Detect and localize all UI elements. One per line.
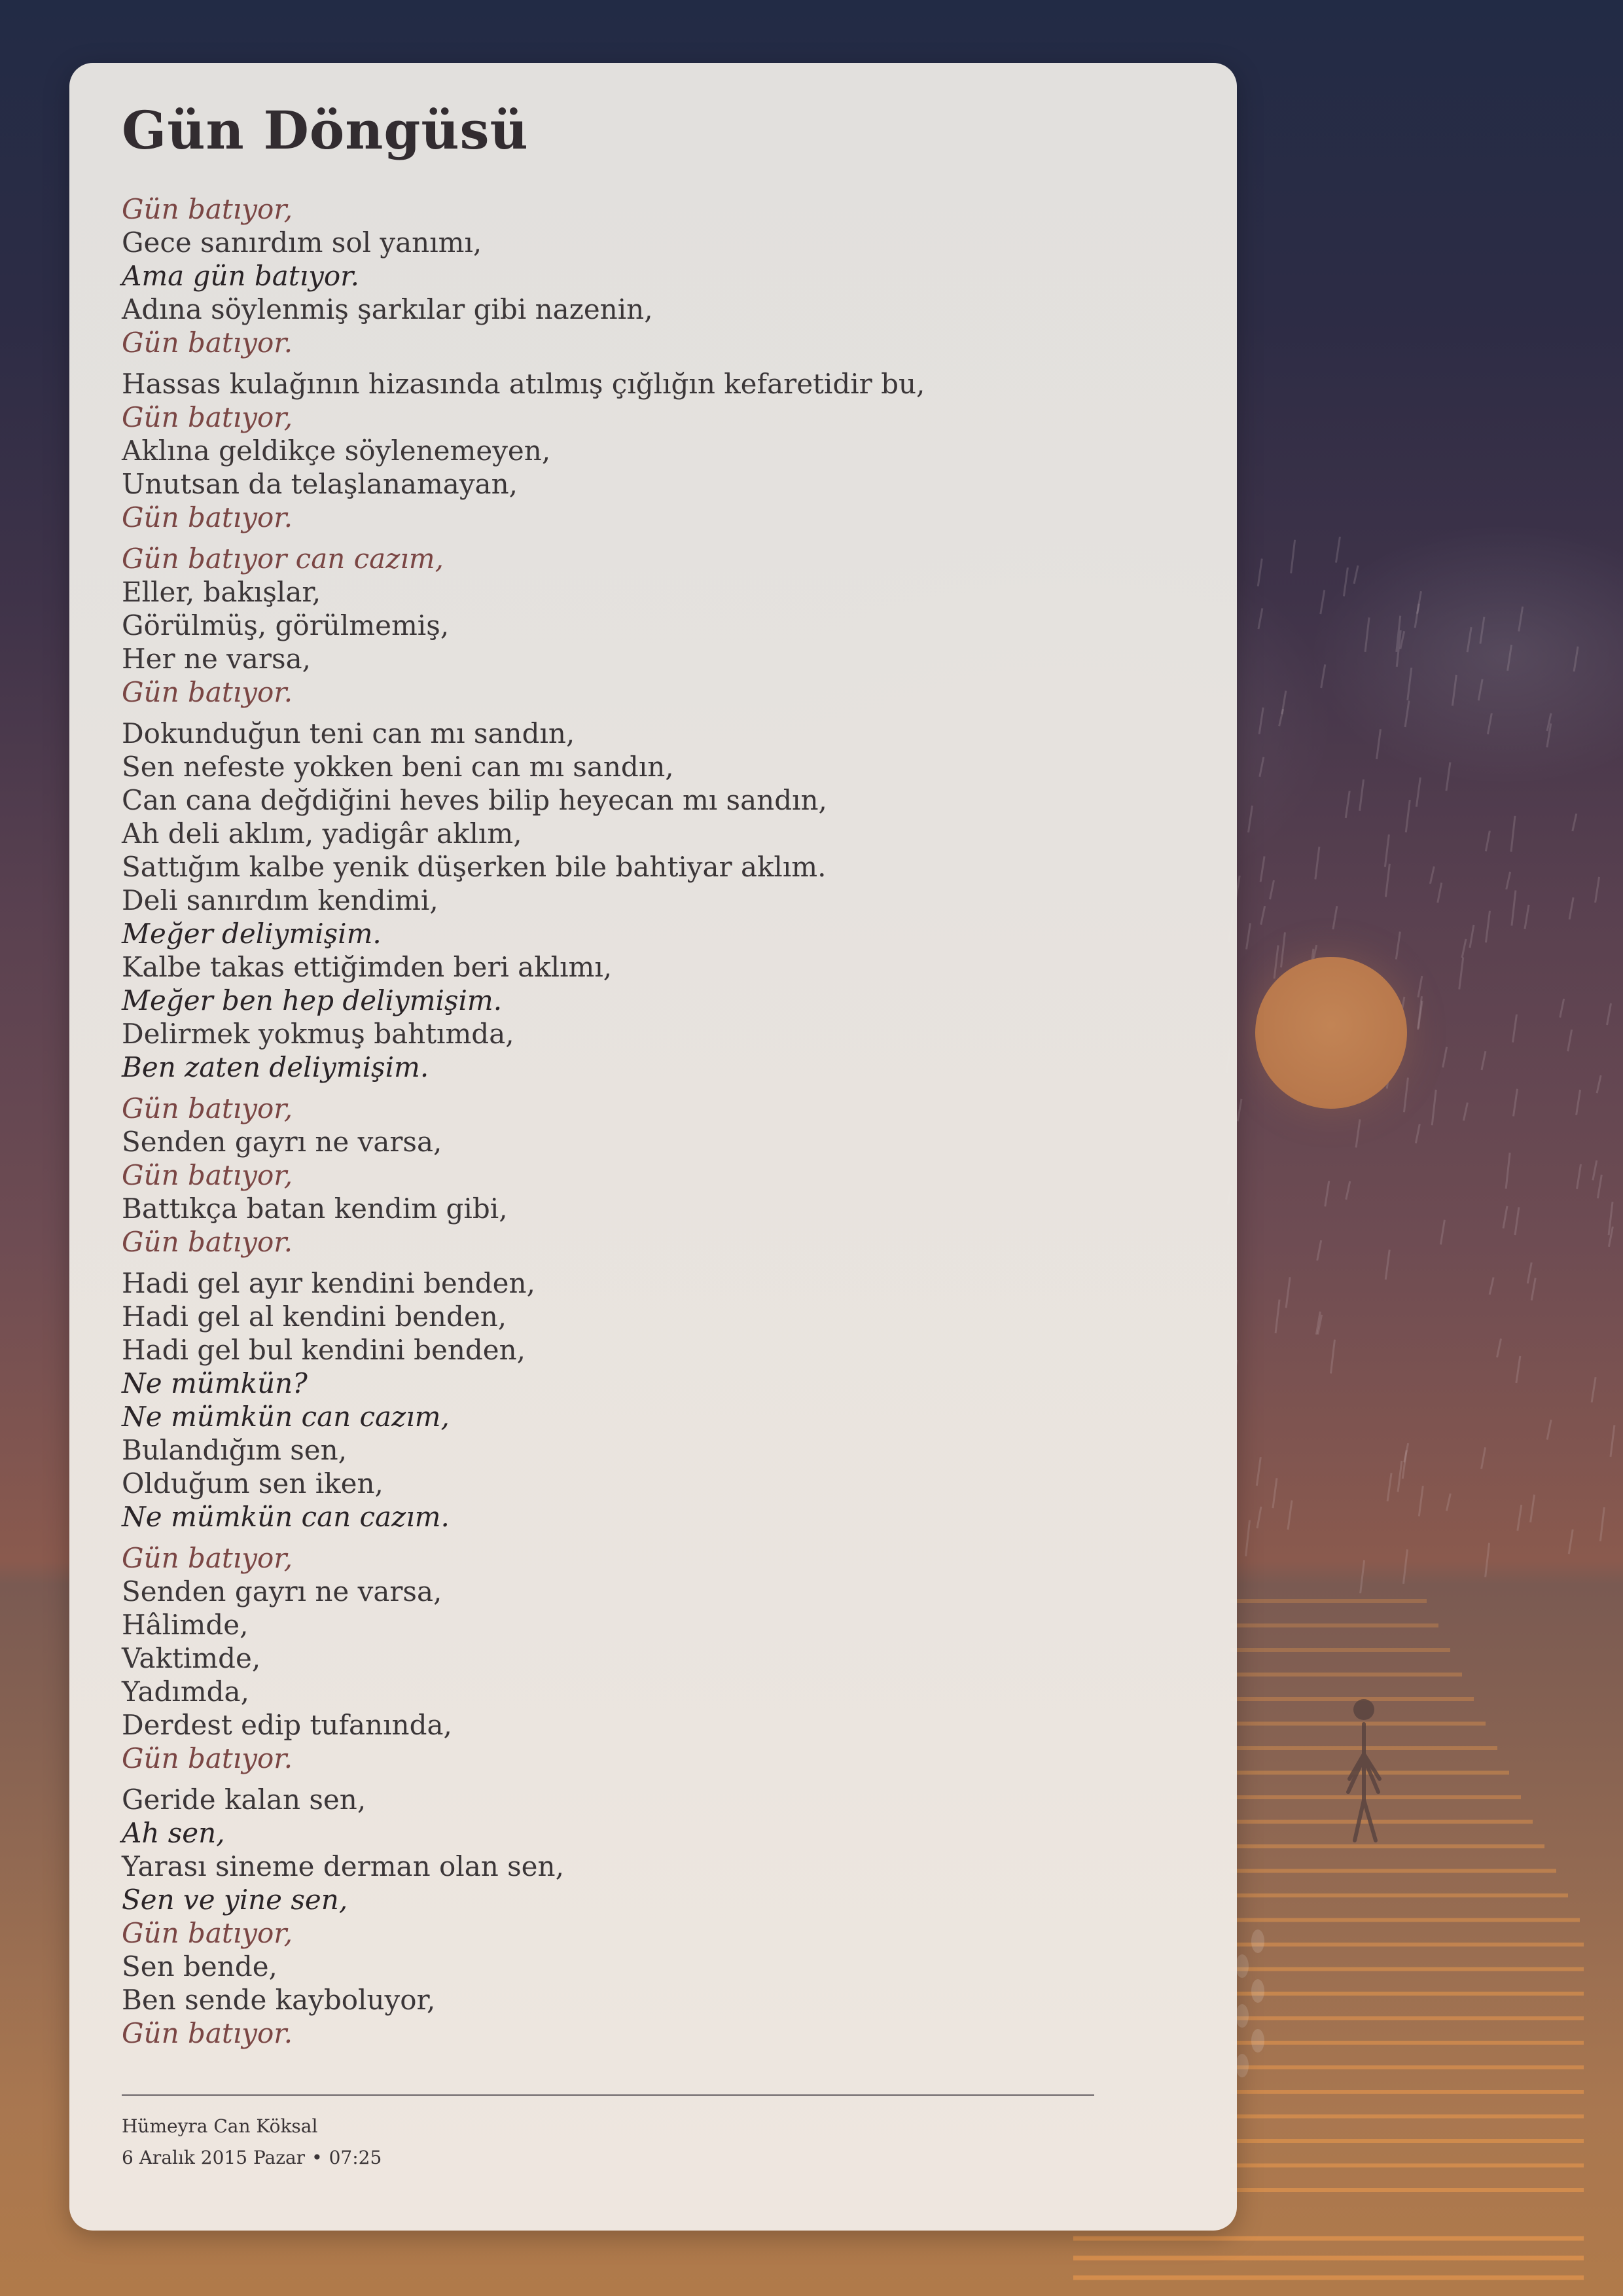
poem-line: Ben sende kayboluyor, <box>122 1984 436 2016</box>
poem-title: Gün Döngüsü <box>122 99 529 161</box>
refrain-line: Gün batıyor, <box>122 1917 293 1949</box>
poem-line: Ah sen, <box>122 1817 225 1849</box>
footprints <box>1236 1929 1264 2077</box>
poem-line: Hadi gel ayır kendini benden, <box>122 1267 535 1299</box>
refrain-line: Gün batıyor can cazım, <box>122 543 444 575</box>
poem-line: Ne mümkün can cazım, <box>122 1401 450 1433</box>
poem-line: Hadi gel al kendini benden, <box>122 1300 507 1333</box>
poem-line: Ama gün batıyor. <box>122 260 359 292</box>
poem-line: Olduğum sen iken, <box>122 1467 383 1499</box>
poem-body <box>122 192 1169 2058</box>
poem-line: Vaktimde, <box>122 1642 261 1674</box>
poem-line: Deli sanırdım kendimi, <box>122 884 438 916</box>
poem-line: Can cana değdiğini heves bilip heyecan mı sandın, <box>122 784 827 816</box>
stanza <box>122 1783 1169 2050</box>
poem-line: Her ne varsa, <box>122 643 311 675</box>
poem-line: Unutsan da telaşlanamayan, <box>122 468 518 500</box>
stanza <box>122 192 1169 359</box>
poem-card <box>69 63 1237 2231</box>
stanza <box>122 1092 1169 1259</box>
poem-line: Dokunduğun teni can mı sandın, <box>122 717 575 749</box>
poem-line: Ah deli aklım, yadigâr aklım, <box>122 817 522 850</box>
refrain-line: Gün batıyor. <box>122 2017 293 2049</box>
refrain-line: Gün batıyor. <box>122 676 293 708</box>
poem-line: Yarası sineme derman olan sen, <box>122 1850 564 1882</box>
poem-line: Adına söylenmiş şarkılar gibi nazenin, <box>122 293 653 325</box>
poem-line: Eller, bakışlar, <box>122 576 321 608</box>
stanza <box>122 1541 1169 1775</box>
poem-line: Meğer ben hep deliymişim. <box>122 984 503 1016</box>
poem-line: Geride kalan sen, <box>122 1784 366 1816</box>
poem-line: Sattığım kalbe yenik düşerken bile bahtiyar aklım. <box>122 851 827 883</box>
refrain-line: Gün batıyor. <box>122 501 293 533</box>
poem-line: Ne mümkün? <box>122 1367 308 1399</box>
poem-line: Hassas kulağının hizasında atılmış çığlığın kefaretidir bu, <box>122 368 925 400</box>
author-name: Hümeyra Can Köksal <box>122 2115 318 2137</box>
poem-line: Sen bende, <box>122 1950 277 1982</box>
refrain-line: Gün batıyor. <box>122 1226 293 1258</box>
time-text: 07:25 <box>329 2147 382 2168</box>
poem-line: Görülmüş, görülmemiş, <box>122 609 450 641</box>
publish-date <box>122 2147 382 2168</box>
poem-line: Hadi gel bul kendini benden, <box>122 1334 526 1366</box>
refrain-line: Gün batıyor, <box>122 1092 293 1124</box>
poem-line: Ne mümkün can cazım. <box>122 1501 450 1533</box>
poem-line: Derdest edip tufanında, <box>122 1709 452 1741</box>
poem-line: Sen nefeste yokken beni can mı sandın, <box>122 751 674 783</box>
poem-line: Kalbe takas ettiğimden beri aklımı, <box>122 951 613 983</box>
refrain-line: Gün batıyor, <box>122 193 293 225</box>
poem-line: Yadımda, <box>122 1676 249 1708</box>
poem-line: Battıkça batan kendim gibi, <box>122 1193 508 1225</box>
poem-line: Aklına geldikçe söylenemeyen, <box>122 435 551 467</box>
walking-person-icon <box>1348 1699 1380 1840</box>
stanza <box>122 367 1169 534</box>
refrain-line: Gün batıyor. <box>122 327 293 359</box>
poem-line: Meğer deliymişim. <box>122 918 382 950</box>
stanza <box>122 1266 1169 1534</box>
date-text: 6 Aralık 2015 Pazar <box>122 2147 306 2168</box>
poem-line: Sen ve yine sen, <box>122 1884 348 1916</box>
footer-divider <box>122 2094 1094 2096</box>
refrain-line: Gün batıyor, <box>122 401 293 433</box>
refrain-line: Gün batıyor. <box>122 1742 293 1774</box>
poem-line: Ben zaten deliymişim. <box>122 1051 429 1083</box>
poem-line: Gece sanırdım sol yanımı, <box>122 226 482 259</box>
poem-line: Senden gayrı ne varsa, <box>122 1575 442 1607</box>
poem-line: Delirmek yokmuş bahtımda, <box>122 1018 514 1050</box>
poem-line: Bulandığım sen, <box>122 1434 348 1466</box>
date-separator: • <box>312 2147 323 2168</box>
poem-line: Senden gayrı ne varsa, <box>122 1126 442 1158</box>
stanza <box>122 542 1169 709</box>
stanza <box>122 717 1169 1084</box>
refrain-line: Gün batıyor, <box>122 1542 293 1574</box>
refrain-line: Gün batıyor, <box>122 1159 293 1191</box>
sun-icon <box>1255 957 1407 1109</box>
poem-line: Hâlimde, <box>122 1609 249 1641</box>
